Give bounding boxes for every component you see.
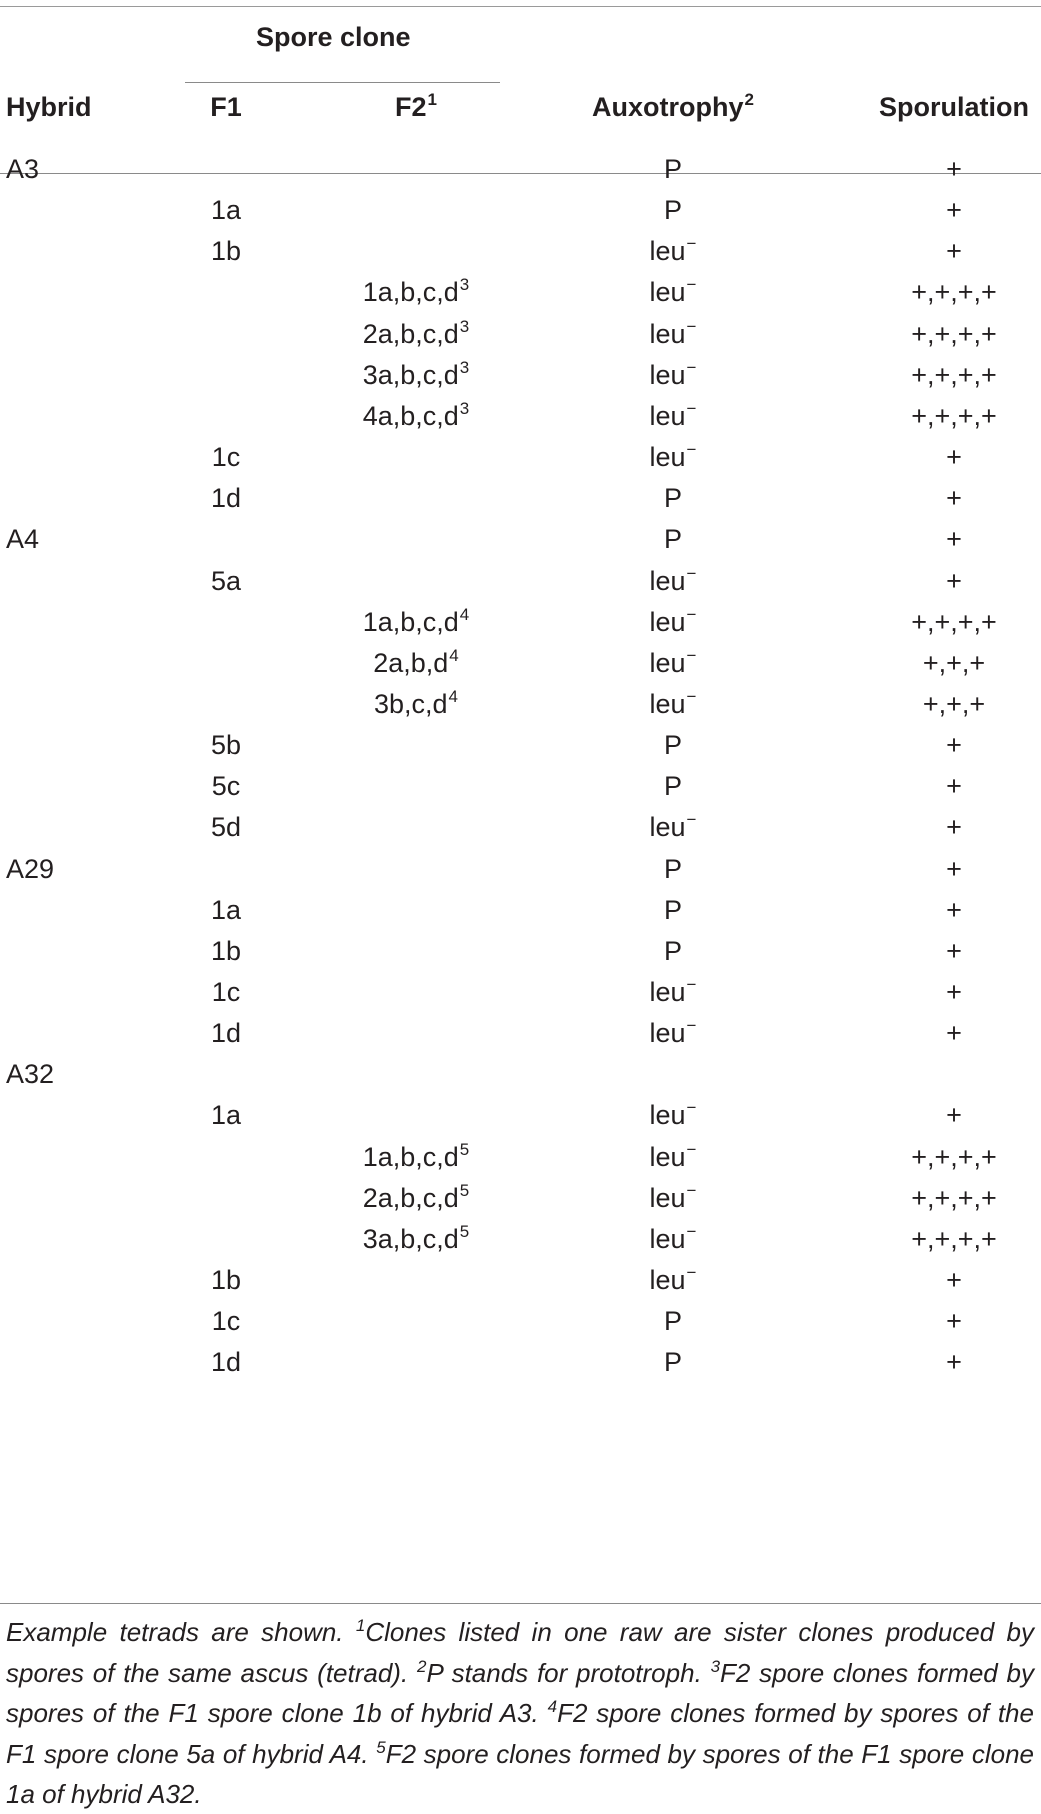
cell-f2 [416, 853, 417, 889]
cell-f2 [416, 482, 417, 518]
cell-f1: 1a [210, 1100, 242, 1131]
cell-sporulation: + [946, 1265, 962, 1296]
cell-f2 [416, 894, 417, 930]
cell-f2 [363, 1182, 470, 1218]
table-row [0, 194, 1041, 241]
cell-hybrid: A32 [6, 1059, 55, 1090]
cell-auxotrophy: leu− [649, 234, 697, 267]
cell-f2 [363, 1141, 470, 1177]
cell-f2 [363, 606, 470, 642]
footnote-mark-3: 3 [710, 1656, 721, 1676]
header-auxotrophy-footnote-mark: 2 [744, 90, 754, 109]
cell-sporulation: + [946, 565, 962, 596]
cell-hybrid: A3 [6, 154, 40, 184]
header-spore-clone: Spore clone [256, 22, 411, 52]
cell-f2 [416, 565, 417, 601]
table-row [0, 565, 1041, 612]
cell-f2 [416, 235, 417, 271]
footnote-text-3: F2 spore clones formed by spores of the F1 spore clone 1b of hybrid A3. [6, 1657, 1034, 1728]
cell-auxotrophy: leu− [649, 398, 697, 431]
table-bottom-rule [0, 1603, 1041, 1604]
cell-sporulation: + [946, 154, 962, 184]
cell-f1: 5a [210, 565, 242, 596]
cell-auxotrophy: P [663, 771, 683, 802]
cell-sporulation: +,+,+ [922, 647, 986, 678]
cell-sporulation: +,+,+,+ [911, 1223, 997, 1254]
cell-sporulation: + [946, 1018, 962, 1049]
table-row [0, 1305, 1041, 1352]
cell-f2-text: 1a,b,c,d [362, 1141, 459, 1172]
cell-f1: 1d [210, 1347, 242, 1378]
table-row [0, 318, 1041, 365]
cell-auxotrophy: leu− [649, 1139, 697, 1172]
table-row [0, 976, 1041, 1023]
cell-f2 [416, 1058, 417, 1094]
cell-sporulation: +,+,+,+ [911, 277, 997, 308]
table-row [0, 400, 1041, 447]
cell-sporulation: + [946, 195, 962, 226]
cell-f2 [416, 729, 417, 765]
table-footnote [6, 1614, 1034, 1814]
header-f2-footnote-mark: 1 [427, 90, 437, 109]
cell-f2-footnote-mark: 5 [459, 1139, 470, 1159]
cell-f2-text: 1a,b,c,d [362, 606, 459, 637]
table-row [0, 1141, 1041, 1188]
cell-auxotrophy: leu− [649, 604, 697, 637]
cell-f2 [416, 1017, 417, 1053]
footnote-mark-4: 4 [547, 1697, 558, 1716]
cell-f2-text: 1a,b,c,d [362, 277, 459, 308]
table-row [0, 1182, 1041, 1229]
cell-auxotrophy: leu− [649, 810, 697, 843]
cell-f1: 5b [210, 730, 242, 761]
cell-f1: 1d [210, 1018, 242, 1049]
cell-auxotrophy: P [663, 524, 683, 555]
table-row [0, 1264, 1041, 1311]
table-row [0, 235, 1041, 282]
cell-sporulation: +,+,+,+ [911, 606, 997, 637]
cell-f2 [416, 935, 417, 971]
cell-f2 [416, 194, 417, 230]
cell-f1: 5c [211, 771, 241, 802]
footnote-intro: Example tetrads are shown. [6, 1617, 344, 1647]
table-row [0, 1099, 1041, 1146]
cell-f2 [416, 441, 417, 477]
cell-sporulation: + [946, 1306, 962, 1337]
cell-f2-text: 2a,b,d [373, 647, 449, 678]
cell-f2 [374, 688, 458, 724]
table-row [0, 1017, 1041, 1064]
cell-f2-footnote-mark: 3 [459, 398, 470, 418]
header-f1: F1 [210, 92, 242, 122]
cell-sporulation: + [946, 1100, 962, 1131]
table-row [0, 647, 1041, 694]
table-row [0, 729, 1041, 776]
cell-sporulation: + [946, 853, 962, 884]
cell-f2 [416, 153, 417, 189]
cell-auxotrophy: leu− [649, 1263, 697, 1296]
cell-sporulation: + [946, 771, 962, 802]
cell-f2 [373, 647, 459, 683]
cell-f2-footnote-mark: 4 [459, 604, 470, 624]
footnote-text-2: P stands for prototroph. [426, 1657, 702, 1688]
cell-f2 [363, 318, 470, 354]
cell-f2 [363, 276, 470, 312]
table-row [0, 1346, 1041, 1393]
cell-auxotrophy: leu− [649, 686, 697, 719]
cell-sporulation: +,+,+,+ [911, 400, 997, 431]
cell-auxotrophy: P [663, 853, 683, 884]
cell-f2-text: 3a,b,c,d [362, 1223, 459, 1254]
cell-f2 [416, 1305, 417, 1341]
cell-f2 [416, 770, 417, 806]
cell-f2-text: 2a,b,c,d [362, 1182, 459, 1213]
cell-f2 [363, 1223, 470, 1259]
footnote-mark-5: 5 [376, 1737, 386, 1757]
cell-f2 [416, 1099, 417, 1135]
table-row [0, 935, 1041, 982]
cell-sporulation: + [946, 812, 962, 843]
cell-f2 [363, 359, 470, 395]
cell-auxotrophy: P [663, 1306, 683, 1337]
cell-f1: 1b [210, 935, 242, 966]
cell-f1: 5d [210, 812, 242, 843]
cell-f1: 1b [210, 236, 242, 267]
cell-auxotrophy: P [663, 935, 683, 966]
cell-f2 [416, 523, 417, 559]
cell-auxotrophy: leu− [649, 975, 697, 1007]
cell-f2-footnote-mark: 3 [459, 275, 470, 295]
table-row [0, 276, 1041, 323]
table-row [0, 153, 1041, 200]
cell-sporulation: +,+,+,+ [911, 1141, 997, 1172]
cell-f2 [416, 811, 417, 847]
cell-f2 [416, 1264, 417, 1300]
cell-f1: 1a [210, 894, 242, 925]
cell-auxotrophy: P [663, 894, 683, 925]
cell-auxotrophy: leu− [649, 275, 697, 308]
cell-f2-text: 3b,c,d [373, 688, 448, 719]
footnote-mark-1: 1 [355, 1616, 366, 1635]
cell-auxotrophy: leu− [649, 316, 697, 349]
cell-auxotrophy: leu− [649, 1221, 697, 1254]
cell-sporulation: + [946, 1347, 962, 1378]
footnote-text-4: F2 spore clones formed by spores of the F1 spore clone 5a of hybrid A4. [6, 1698, 1034, 1769]
cell-f1: 1c [211, 1306, 241, 1337]
cell-auxotrophy: leu− [649, 645, 697, 678]
cell-auxotrophy: P [663, 483, 683, 514]
cell-sporulation: + [946, 236, 962, 267]
cell-f1: 1a [210, 195, 242, 226]
cell-auxotrophy: P [663, 730, 683, 761]
cell-auxotrophy: leu− [649, 1098, 697, 1131]
cell-sporulation: + [946, 935, 962, 966]
cell-auxotrophy: leu− [649, 1016, 697, 1049]
cell-f2-text: 2a,b,c,d [362, 318, 459, 349]
table-row [0, 441, 1041, 488]
table-row [0, 811, 1041, 858]
header-auxotrophy-label: Auxotrophy [592, 92, 744, 122]
cell-auxotrophy: P [663, 1347, 683, 1378]
cell-f2-footnote-mark: 3 [459, 316, 470, 336]
cell-sporulation: +,+,+,+ [911, 318, 997, 349]
cell-hybrid: A4 [6, 524, 40, 555]
cell-f2 [416, 976, 417, 1012]
cell-sporulation: + [946, 977, 962, 1007]
cell-auxotrophy: leu− [649, 440, 697, 473]
cell-auxotrophy: leu− [649, 1180, 697, 1213]
table-row [0, 853, 1041, 900]
header-hybrid: Hybrid [6, 92, 92, 122]
table-row [0, 1223, 1041, 1270]
cell-f2-footnote-mark: 3 [459, 357, 470, 377]
cell-auxotrophy: P [663, 195, 683, 226]
footnote-text-1: Clones listed in one raw are sister clones produced by spores of the same ascus (tetrad). [6, 1617, 1034, 1688]
cell-sporulation: + [946, 483, 962, 514]
cell-f2-footnote-mark: 5 [459, 1180, 470, 1200]
table-row [0, 894, 1041, 941]
table-row [0, 688, 1041, 735]
cell-auxotrophy: leu− [649, 357, 697, 390]
header-sporulation: Sporulation [879, 92, 1029, 122]
cell-f1: 1b [210, 1265, 242, 1296]
cell-f2-footnote-mark: 4 [449, 645, 459, 665]
cell-f2-footnote-mark: 5 [459, 1221, 470, 1241]
cell-f2-footnote-mark: 4 [448, 686, 459, 706]
table-row [0, 523, 1041, 570]
table-row [0, 359, 1041, 406]
cell-auxotrophy: P [663, 154, 683, 184]
cell-sporulation: +,+,+,+ [911, 1182, 997, 1213]
cell-auxotrophy: leu− [649, 563, 697, 596]
cell-hybrid: A29 [6, 853, 55, 884]
cell-f2 [416, 1346, 417, 1382]
header-f2-label: F2 [395, 92, 427, 122]
footnote-mark-2: 2 [416, 1656, 427, 1676]
cell-f1: 1c [211, 977, 241, 1007]
cell-sporulation: +,+,+ [922, 688, 986, 719]
footnote-text-5: F2 spore clones formed by spores of the F1 spore clone 1a of hybrid A32. [6, 1738, 1034, 1809]
cell-f1: 1c [211, 442, 241, 473]
cell-sporulation: + [946, 524, 962, 555]
table-row [0, 482, 1041, 529]
cell-f2-text: 3a,b,c,d [362, 359, 459, 390]
cell-sporulation: + [946, 442, 962, 473]
cell-sporulation: + [946, 894, 962, 925]
cell-f1: 1d [210, 483, 242, 514]
cell-f2 [363, 400, 470, 436]
table-row [0, 770, 1041, 817]
table-row [0, 1058, 1041, 1105]
cell-sporulation: +,+,+,+ [911, 359, 997, 390]
cell-sporulation: + [946, 730, 962, 761]
table-row [0, 606, 1041, 653]
cell-f2-text: 4a,b,c,d [362, 400, 459, 431]
